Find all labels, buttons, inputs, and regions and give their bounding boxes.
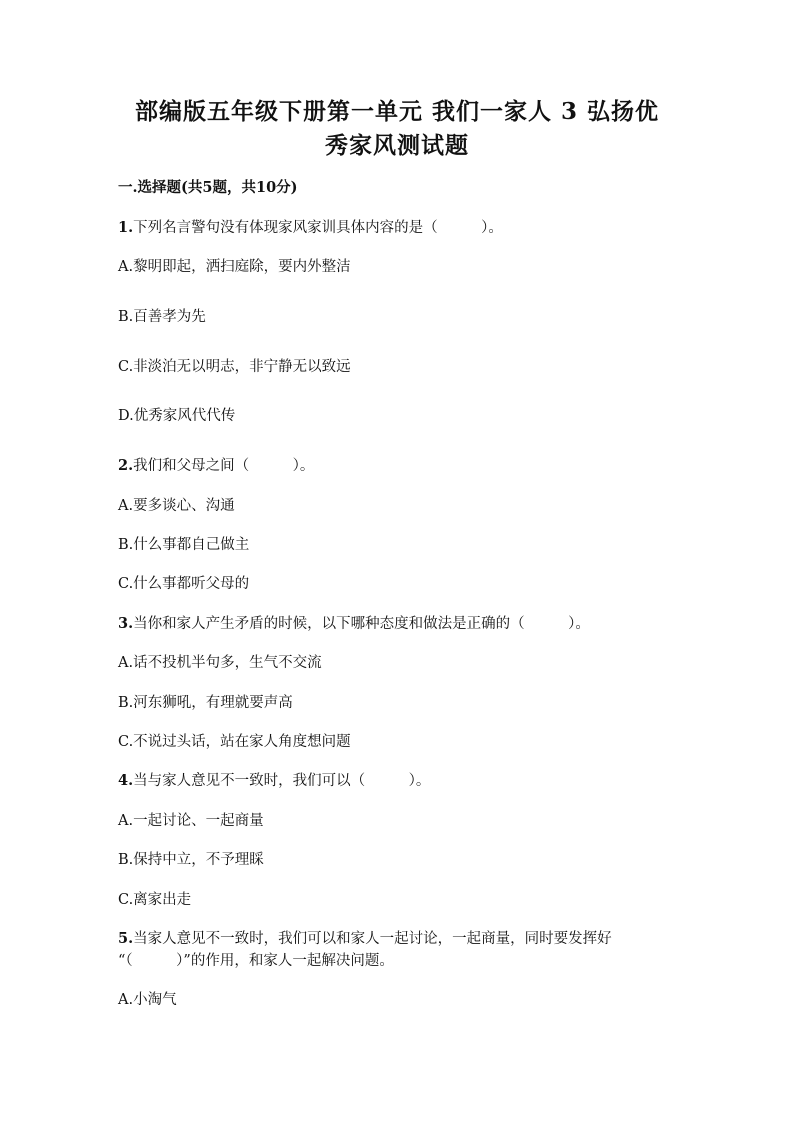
question-2-stem xyxy=(118,456,314,476)
question-2-text: 我们和父母之间（ ）。 xyxy=(133,458,315,474)
page-title-line-2: 秀家风测试题 xyxy=(325,132,469,159)
question-4-option-c[interactable]: C.离家出走 xyxy=(118,892,192,908)
question-1-number: 1. xyxy=(118,219,134,236)
question-4-number: 4. xyxy=(118,772,134,789)
question-1-stem xyxy=(118,218,503,238)
question-5-stem-continued: “（ ）”的作用，和家人一起解决问题。 xyxy=(118,953,394,969)
question-2-option-c[interactable]: C.什么事都听父母的 xyxy=(118,576,250,592)
question-3-option-a[interactable]: A.话不投机半句多，生气不交流 xyxy=(118,655,322,671)
question-5-stem xyxy=(118,929,612,949)
section-heading: 一.选择题(共5题，共10分) xyxy=(118,179,298,196)
question-3-option-b[interactable]: B.河东狮吼，有理就要声高 xyxy=(118,695,293,711)
question-1-text: 下列名言警句没有体现家风家训具体内容的是（ ）。 xyxy=(133,220,503,236)
question-4-text: 当与家人意见不一致时，我们可以（ ）。 xyxy=(133,773,431,789)
question-1-option-d[interactable]: D.优秀家风代代传 xyxy=(118,408,236,424)
question-2-option-b[interactable]: B.什么事都自己做主 xyxy=(118,537,250,553)
question-2-option-a[interactable]: A.要多谈心、沟通 xyxy=(118,498,235,514)
question-3-option-c[interactable]: C.不说过头话，站在家人角度想问题 xyxy=(118,734,351,750)
question-4-stem xyxy=(118,771,430,791)
question-2-number: 2. xyxy=(118,457,134,474)
question-5-number: 5. xyxy=(118,930,134,947)
question-3-stem xyxy=(118,614,590,634)
question-3-text: 当你和家人产生矛盾的时候，以下哪种态度和做法是正确的（ ）。 xyxy=(133,616,590,632)
question-5-option-a[interactable]: A.小淘气 xyxy=(118,992,177,1008)
question-1-option-c[interactable]: C.非淡泊无以明志，非宁静无以致远 xyxy=(118,359,351,375)
question-3-number: 3. xyxy=(118,615,134,632)
question-4-option-a[interactable]: A.一起讨论、一起商量 xyxy=(118,813,264,829)
question-4-option-b[interactable]: B.保持中立，不予理睬 xyxy=(118,852,264,868)
question-1-option-b[interactable]: B.百善孝为先 xyxy=(118,309,206,325)
page-title-line-1: 部编版五年级下册第一单元 我们一家人 3 弘扬优 xyxy=(134,98,660,125)
question-1-option-a[interactable]: A.黎明即起，洒扫庭除，要内外整洁 xyxy=(118,259,351,275)
question-5-text: 当家人意见不一致时，我们可以和家人一起讨论，一起商量，同时要发挥好 xyxy=(133,931,612,947)
